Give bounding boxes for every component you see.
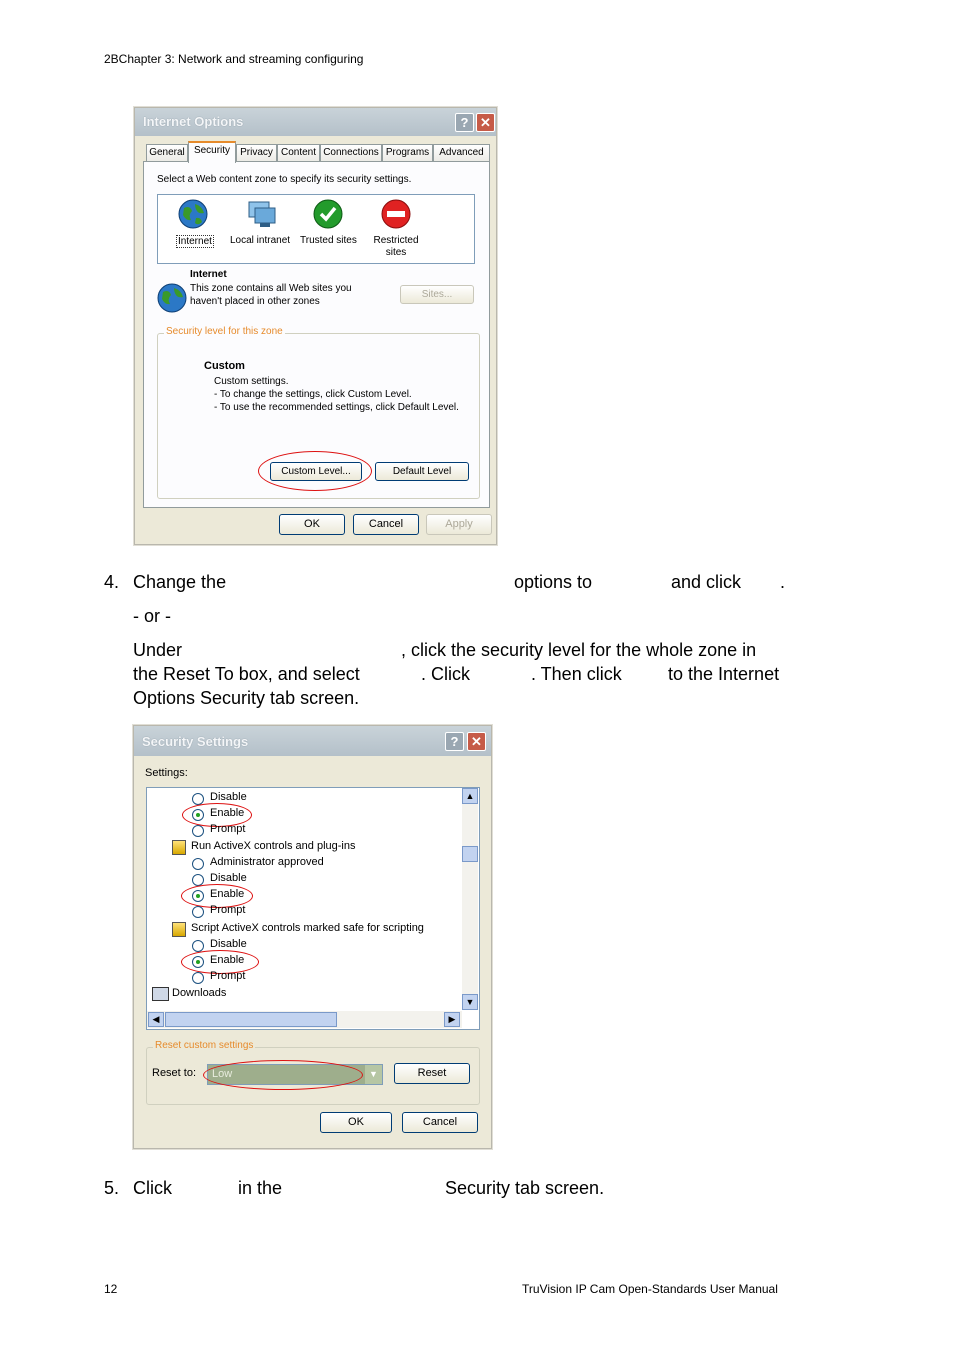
chapter-header: 2BChapter 3: Network and streaming configuring — [104, 52, 364, 66]
dialog-title: Security Settings — [142, 734, 249, 749]
chevron-down-icon[interactable]: ▼ — [365, 1065, 382, 1084]
step-4-text-1d: . — [780, 572, 786, 592]
tab-advanced[interactable]: Advanced — [433, 144, 490, 161]
step-4-text-3b: . Click — [421, 664, 470, 684]
zone-internet[interactable] — [166, 199, 220, 255]
scroll-right-icon[interactable]: ▶ — [444, 1012, 460, 1027]
zone-label-restricted-sites: Restricted sites — [373, 235, 419, 258]
internet-options-dialog — [134, 107, 497, 545]
option-label: Administrator approved — [210, 856, 324, 868]
page-number: 12 — [104, 1282, 118, 1296]
step-4-text-3c: . Then click — [531, 664, 622, 684]
radio-prompt[interactable] — [192, 906, 204, 918]
option-label: Disable — [210, 938, 247, 950]
close-icon[interactable]: ✕ — [476, 113, 495, 132]
reset-to-value: Low — [212, 1068, 233, 1080]
ok-button[interactable]: OK — [279, 514, 345, 535]
scroll-thumb[interactable] — [165, 1012, 337, 1027]
zone-label-trusted-sites: Trusted sites — [300, 235, 357, 246]
step-4-text-4: Options Security tab screen. — [133, 688, 360, 708]
step-4-text-2a: Under — [133, 640, 183, 660]
close-icon[interactable]: ✕ — [467, 732, 486, 751]
radio-prompt[interactable] — [192, 825, 204, 837]
settings-category-icon — [172, 840, 186, 855]
settings-label: Settings: — [145, 767, 188, 779]
highlight-reset-to — [203, 1060, 363, 1090]
setting-name: Run ActiveX controls and plug-ins — [191, 840, 356, 852]
reset-custom-settings-group — [146, 1040, 480, 1105]
security-level-group — [157, 326, 480, 499]
intranet-icon — [246, 199, 278, 229]
zone-list — [157, 194, 475, 264]
highlight-custom-level — [258, 451, 372, 491]
step-4-number: 4. — [104, 572, 120, 592]
level-description-2: - To change the settings, click Custom Level. — [214, 389, 412, 400]
dialog-title: Internet Options — [143, 114, 244, 129]
checkmark-icon — [313, 199, 343, 229]
zone-local-intranet[interactable] — [228, 199, 296, 255]
default-level-button[interactable]: Default Level — [375, 462, 469, 481]
reset-group-label: Reset custom settings — [155, 1040, 254, 1051]
step-4-text-1a: Change the — [133, 572, 227, 592]
level-name: Custom — [204, 360, 245, 372]
step-5-text-a: Click — [133, 1178, 172, 1198]
tab-security[interactable]: Security — [188, 141, 236, 163]
radio-admin-approved[interactable] — [192, 858, 204, 870]
tab-connections[interactable]: Connections — [320, 144, 382, 161]
tab-programs[interactable]: Programs — [382, 144, 433, 161]
level-description-1: Custom settings. — [214, 376, 289, 387]
vertical-scrollbar[interactable] — [462, 788, 478, 1010]
step-4-text-1c: and click — [671, 572, 742, 592]
option-label: Prompt — [210, 970, 246, 982]
dialog-titlebar — [135, 108, 496, 136]
ok-button[interactable]: OK — [320, 1112, 392, 1133]
no-entry-icon — [381, 199, 411, 229]
help-icon[interactable]: ? — [445, 732, 464, 751]
security-settings-dialog — [133, 725, 492, 1149]
zone-restricted-sites[interactable] — [366, 199, 426, 259]
scroll-left-icon[interactable]: ◀ — [148, 1012, 164, 1027]
zone-description-2: haven't placed in other zones — [190, 296, 320, 307]
radio-prompt[interactable] — [192, 972, 204, 984]
manual-title: TruVision IP Cam Open-Standards User Manual — [522, 1282, 778, 1296]
option-label: Disable — [210, 791, 247, 803]
dialog-titlebar — [134, 726, 491, 756]
security-level-label: Security level for this zone — [166, 326, 283, 337]
tab-privacy[interactable]: Privacy — [236, 144, 277, 161]
zone-description-1: This zone contains all Web sites you — [190, 283, 352, 294]
step-4-or: - or - — [133, 606, 171, 626]
cancel-button[interactable]: Cancel — [402, 1112, 478, 1133]
globe-icon — [178, 199, 208, 229]
step-5-text-c: Security tab screen. — [445, 1178, 605, 1198]
step-5-number: 5. — [104, 1178, 120, 1198]
setting-name: Downloads — [172, 987, 227, 999]
option-label: Enable — [210, 807, 245, 819]
sites-button[interactable]: Sites... — [400, 285, 474, 304]
cancel-button[interactable]: Cancel — [353, 514, 419, 535]
option-label: Disable — [210, 872, 247, 884]
step-5-text-b: in the — [238, 1178, 283, 1198]
security-tab-panel — [143, 161, 490, 508]
setting-name: Script ActiveX controls marked safe for scripting — [191, 922, 424, 934]
horizontal-scrollbar[interactable] — [147, 1011, 462, 1028]
option-label: Prompt — [210, 823, 246, 835]
reset-to-label: Reset to: — [152, 1067, 197, 1079]
level-description-3: - To use the recommended settings, click Default Level. — [214, 402, 459, 413]
apply-button[interactable]: Apply — [426, 514, 492, 535]
downloads-icon — [152, 987, 169, 1001]
zone-trusted-sites[interactable] — [298, 199, 358, 255]
globe-icon — [157, 283, 187, 313]
scroll-thumb[interactable] — [462, 846, 478, 862]
zone-label-local-intranet: Local intranet — [230, 235, 291, 246]
zone-label-internet: Internet — [178, 236, 212, 247]
help-icon[interactable]: ? — [455, 113, 474, 132]
option-label: Enable — [210, 888, 245, 900]
scroll-down-icon[interactable]: ▼ — [462, 994, 478, 1010]
tab-general[interactable]: General — [146, 144, 188, 161]
step-4-text-3d: to the Internet — [668, 664, 780, 684]
zone-prompt: Select a Web content zone to specify its security settings. — [157, 174, 412, 185]
settings-list — [146, 787, 480, 1030]
reset-button[interactable]: Reset — [394, 1063, 470, 1084]
scroll-up-icon[interactable]: ▲ — [462, 788, 478, 804]
settings-category-icon — [172, 922, 186, 937]
zone-name: Internet — [190, 269, 227, 280]
option-label: Enable — [210, 954, 245, 966]
step-4-text-2b: , click the security level for the whole zone in — [401, 640, 757, 660]
tab-content[interactable]: Content — [277, 144, 320, 161]
option-label: Prompt — [210, 904, 246, 916]
custom-level-button[interactable]: Custom Level... — [270, 462, 362, 481]
step-4-text-1b: options to — [514, 572, 593, 592]
step-4-text-3a: the Reset To box, and select — [133, 664, 360, 684]
